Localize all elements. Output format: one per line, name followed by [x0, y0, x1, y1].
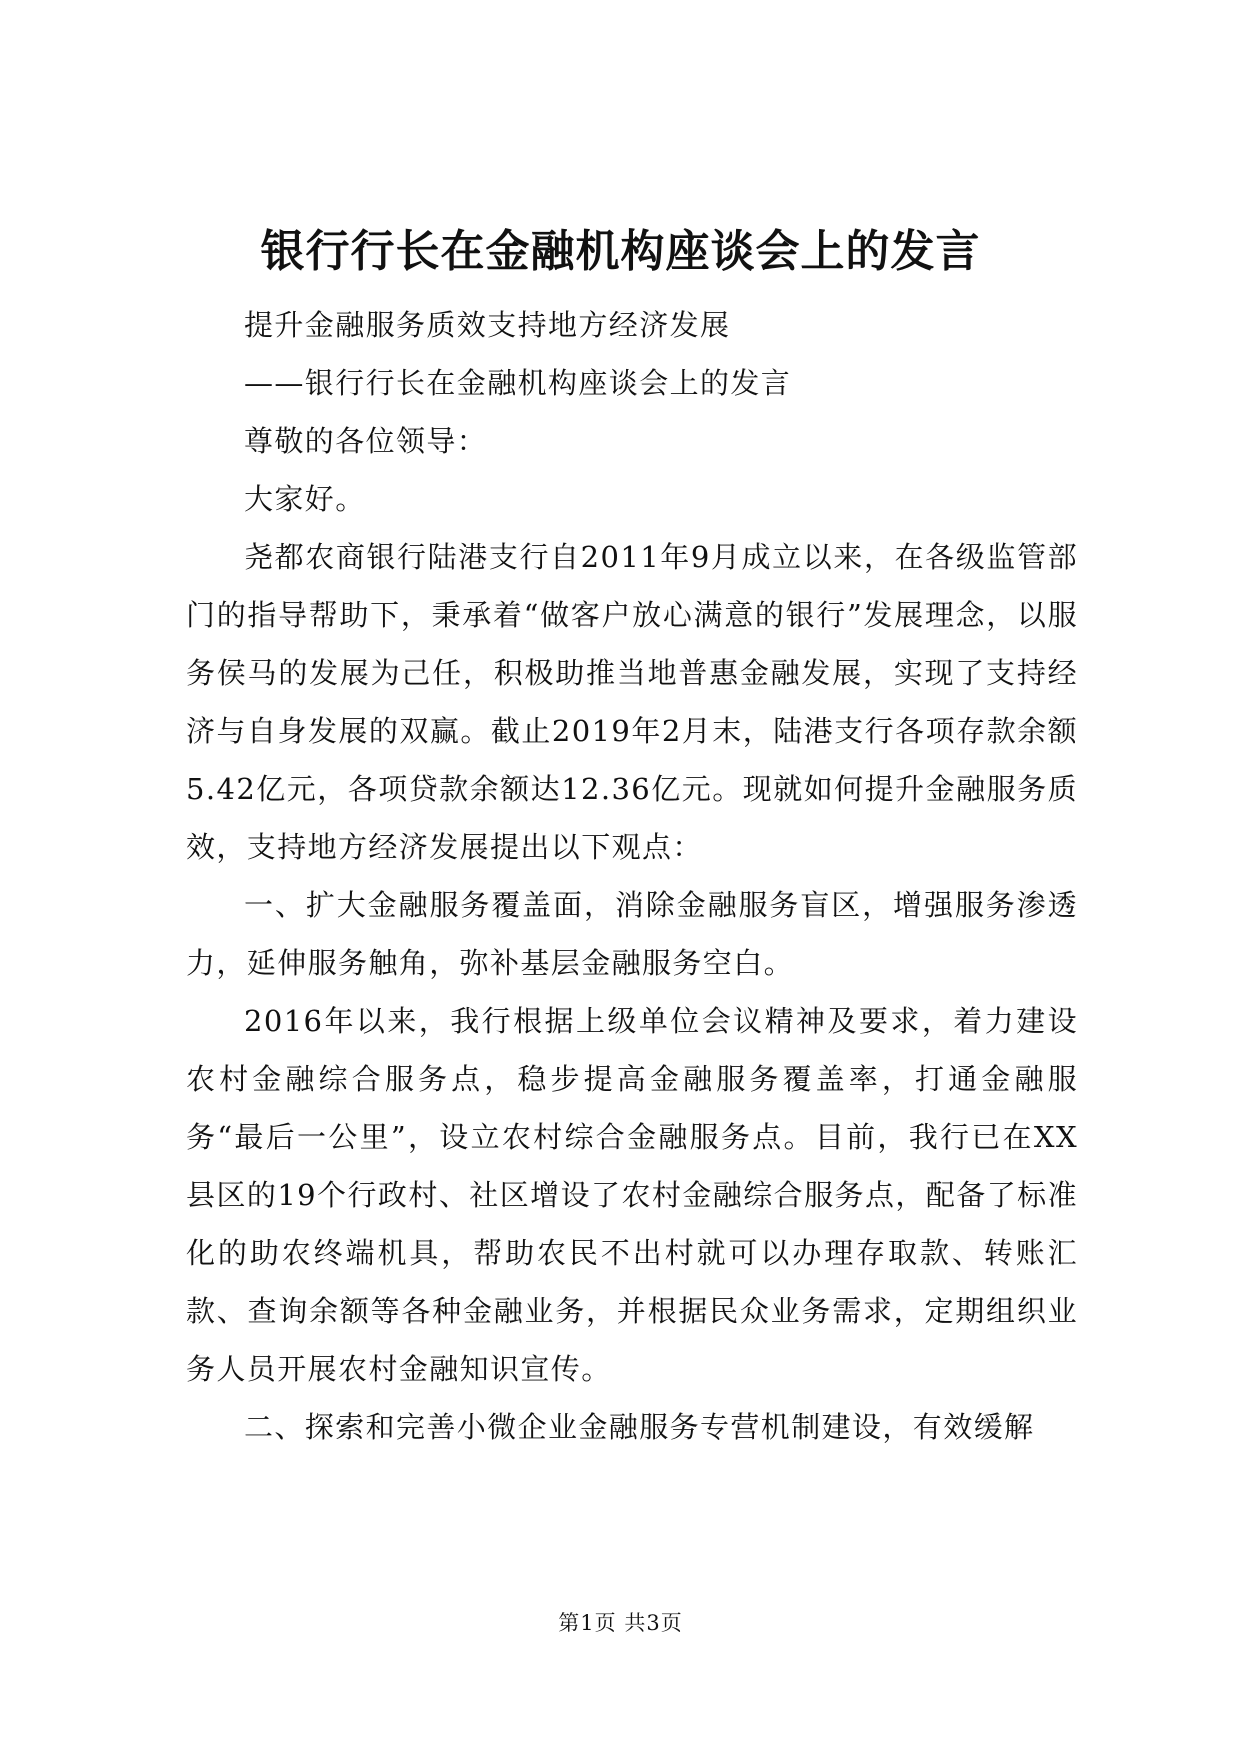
document-title: 银行行长在金融机构座谈会上的发言 [260, 226, 981, 277]
section-heading-paragraph: 二、探索和完善小微企业金融服务专营机制建设，有效缓解 [244, 1410, 1035, 1444]
body-paragraph: 2016年以来，我行根据上级单位会议精神及要求，着力建设农村金融综合服务点，稳步提高金融服务覆盖率，打通金融服务“最后一公里”，设立农村综合金融服务点。目前，我行已在XX县区的19个行政村、社区增设了农村金融综合服务点，配备了标准化的助农终端机具，帮助农民不出村就可以办理存取款、转账汇款、查询余额等各种金融业务，并根据民众业务需求，定期组织业务人员开展农村金融知识宣传。 [186, 1004, 1078, 1386]
subtitle-paragraph: 提升金融服务质效支持地方经济发展 [244, 308, 731, 342]
body-paragraph: 尧都农商银行陆港支行自2011年9月成立以来，在各级监管部门的指导帮助下，秉承着“做客户放心满意的银行”发展理念，以服务侯马的发展为己任，积极助推当地普惠金融发展，实现了支持经济与自身发展的双赢。截止2019年2月末，陆港支行各项存款余额5.42亿元，各项贷款余额达12.36亿元。现就如何提升金融服务质效，支持地方经济发展提出以下观点： [186, 540, 1078, 864]
document-body [186, 296, 1078, 1456]
page-number-footer: 第1页 共3页 [558, 1611, 683, 1635]
byline-paragraph: ——银行行长在金融机构座谈会上的发言 [244, 366, 792, 400]
salutation-paragraph: 尊敬的各位领导： [244, 424, 488, 458]
section-heading-paragraph: 一、扩大金融服务覆盖面，消除金融服务盲区，增强服务渗透力，延伸服务触角，弥补基层金融服务空白。 [186, 888, 1078, 980]
greeting-paragraph: 大家好。 [244, 482, 366, 516]
